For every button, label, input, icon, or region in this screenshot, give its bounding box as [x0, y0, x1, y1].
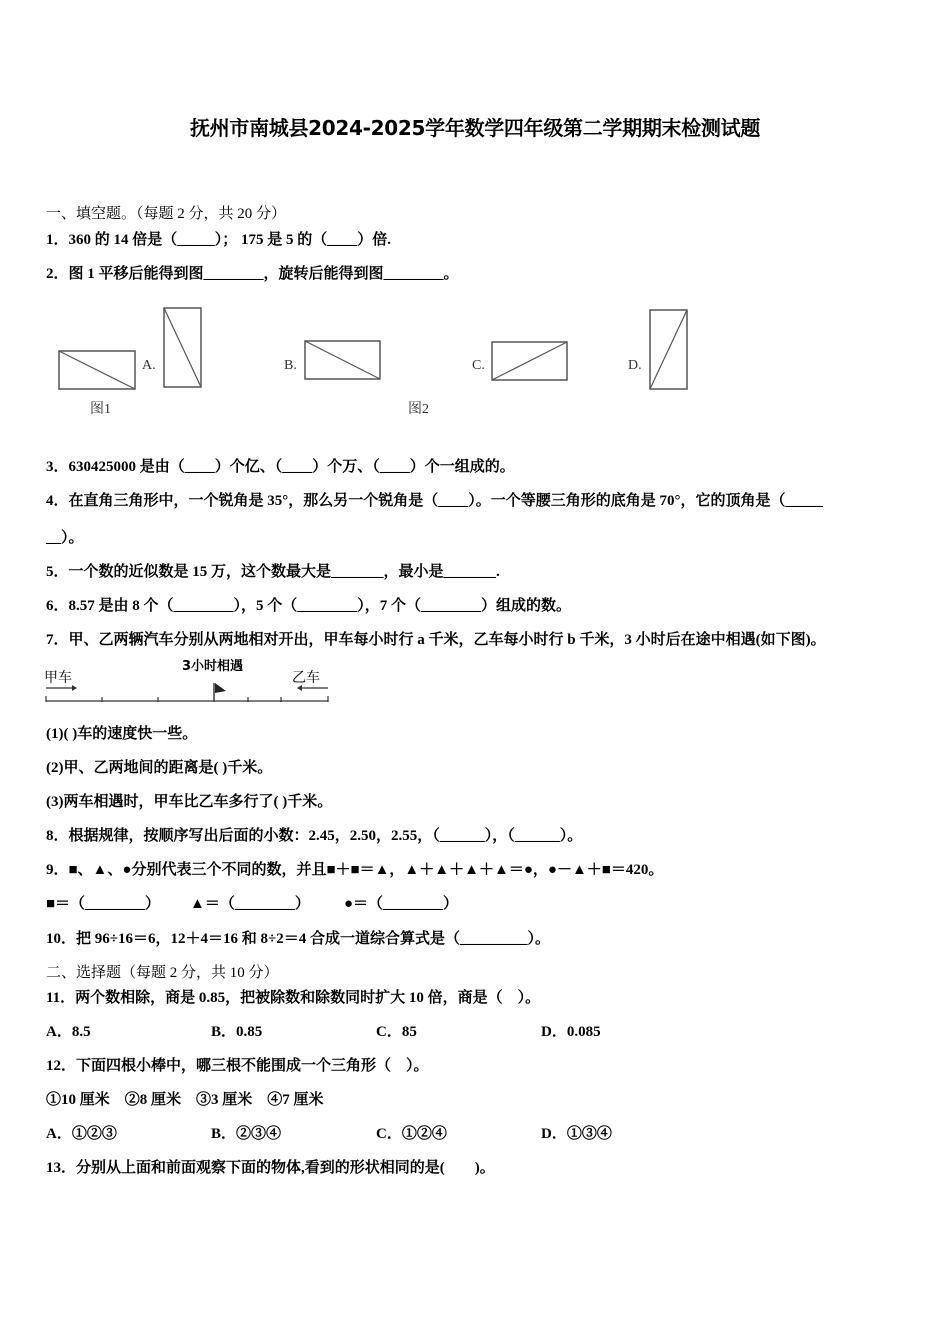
question-9-square-answer: ■＝（________） [46, 896, 161, 912]
distance-line-icon [44, 655, 334, 705]
question-9: 9．■、▲、●分别代表三个不同的数，并且■＋■＝▲，▲＋▲＋▲＋▲＝●，●－▲＋■＝420。 [46, 862, 664, 878]
question-11-option-a: A．8.5 [46, 1024, 91, 1040]
option-a-rectangle [163, 307, 203, 389]
question-12-option-c: C．①②④ [376, 1126, 447, 1142]
question-4-line-1: 4．在直角三角形中，一个锐角是 35°，那么另一个锐角是（____）。一个等腰三角形的底角是 70°，它的顶角是（_____ [46, 493, 824, 509]
option-a-label: A. [142, 358, 156, 373]
question-11-option-c: C．85 [376, 1024, 417, 1040]
question-10: 10．把 96÷16＝6，12＋4＝16 和 8÷2＝4 合成一道综合算式是（_________）。 [46, 931, 550, 947]
question-7-sub-1: (1)( )车的速度快一些。 [46, 726, 198, 742]
meet-label: 3小时相遇 [182, 659, 244, 674]
question-3: 3．630425000 是由（____）个亿、（____）个万、（____）个一组成的。 [46, 459, 515, 475]
question-6: 6．8.57 是由 8 个（________），5 个（________），7 个（________）组成的数。 [46, 598, 572, 614]
question-7: 7．甲、乙两辆汽车分别从两地相对开出，甲车每小时行 a 千米，乙车每小时行 b 千米，3 小时后在途中相遇(如下图)。 [46, 632, 826, 648]
option-d-label: D. [628, 358, 642, 373]
question-11-option-b: B．0.85 [211, 1024, 263, 1040]
figure-1-rectangle [58, 350, 138, 392]
question-13: 13．分别从上面和前面观察下面的物体,看到的形状相同的是( )。 [46, 1160, 495, 1176]
option-d-rectangle [649, 309, 689, 391]
section-heading-fill-blank: 一、填空题。（每题 2 分，共 20 分） [46, 206, 287, 222]
car-yi-label: 乙车 [292, 670, 320, 686]
question-9-circle-answer: ●＝（________） [344, 896, 459, 912]
car-jia-label: 甲车 [44, 670, 72, 686]
question-5: 5．一个数的近似数是 15 万，这个数最大是_______，最小是_______. [46, 564, 500, 580]
question-12-option-d: D．①③④ [541, 1126, 612, 1142]
question-7-sub-3: (3)两车相遇时，甲车比乙车多行了( )千米。 [46, 794, 333, 810]
question-11-option-d: D．0.085 [541, 1024, 601, 1040]
question-12-option-b: B．②③④ [211, 1126, 282, 1142]
section-heading-multiple-choice: 二、选择题（每题 2 分，共 10 分） [46, 965, 279, 981]
option-c-label: C. [472, 358, 485, 373]
page-title: 抚州市南城县2024-2025学年数学四年级第二学期期末检测试题 [189, 116, 761, 140]
option-c-rectangle [491, 341, 569, 383]
question-11: 11．两个数相除，商是 0.85，把被除数和除数同时扩大 10 倍，商是（ ）。 [46, 990, 541, 1006]
question-9-triangle-answer: ▲＝（________） [190, 896, 310, 912]
question-4-line-2: __）。 [46, 530, 84, 546]
question-12-option-a: A．①②③ [46, 1126, 117, 1142]
question-1: 1．360 的 14 倍是（_____）； 175 是 5 的（____）倍. [46, 232, 392, 248]
question-12: 12．下面四根小棒中，哪三根不能围成一个三角形（ ）。 [46, 1058, 429, 1074]
figure-2-caption: 图2 [408, 402, 429, 417]
figure-1-caption: 图1 [90, 402, 111, 417]
option-b-rectangle [304, 340, 382, 382]
option-b-label: B. [284, 358, 297, 373]
question-8: 8．根据规律，按顺序写出后面的小数：2.45，2.50，2.55，（______），（______）。 [46, 828, 583, 844]
question-7-sub-2: (2)甲、乙两地间的距离是( )千米。 [46, 760, 273, 776]
meeting-diagram [44, 655, 334, 705]
question-2: 2．图 1 平移后能得到图________，旋转后能得到图________。 [46, 266, 459, 282]
question-12-sticks: ①10 厘米 ②8 厘米 ③3 厘米 ④7 厘米 [46, 1092, 324, 1108]
